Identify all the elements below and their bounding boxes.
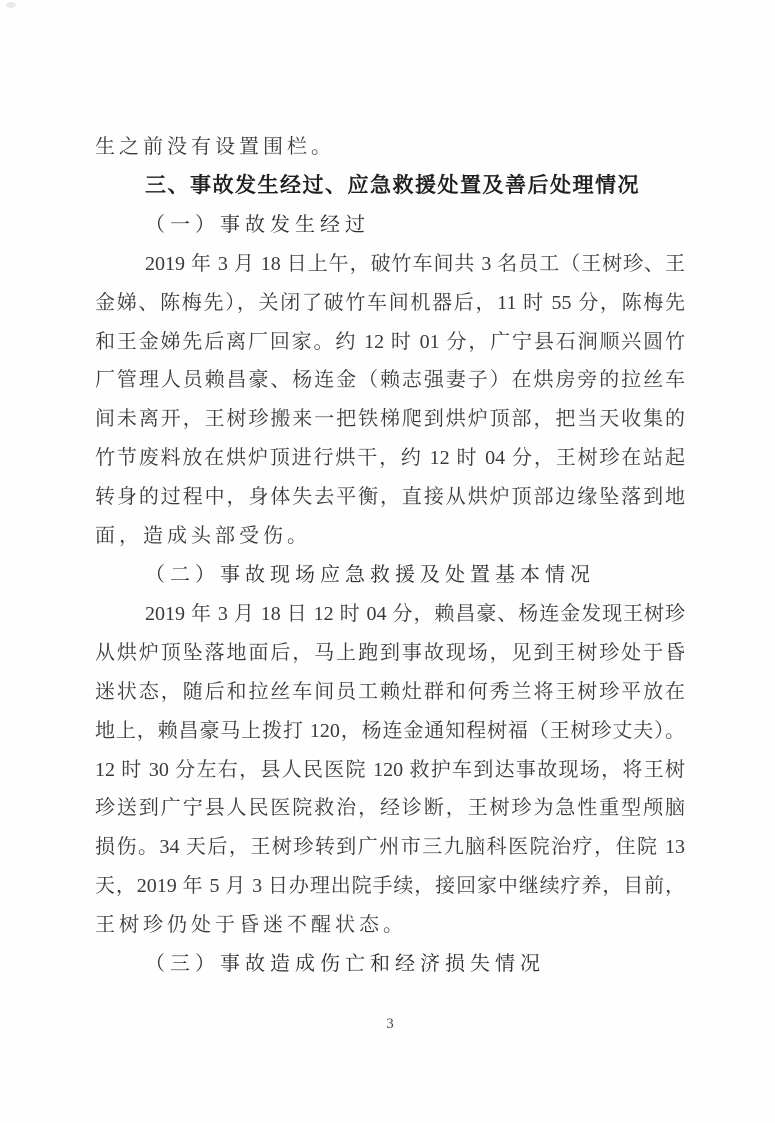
text-line: 珍送到广宁县人民医院救治，经诊断，王树珍为急性重型颅脑 xyxy=(95,797,685,820)
text-line: 12 时 30 分左右，县人民医院 120 救护车到达事故现场，将王树 xyxy=(95,758,685,781)
text-line: 竹节废料放在烘炉顶进行烘干，约 12 时 04 分，王树珍在站起 xyxy=(95,447,685,470)
page-number: 3 xyxy=(386,1016,394,1032)
text-line: 金娣、陈梅先），关闭了破竹车间机器后，11 时 55 分，陈梅先 xyxy=(95,291,685,314)
text-line: 厂管理人员赖昌豪、杨连金（赖志强妻子）在烘房旁的拉丝车 xyxy=(95,369,685,392)
text-line: 损伤。34 天后，王树珍转到广州市三九脑科医院治疗，住院 13 xyxy=(95,836,685,859)
subsection-heading: （三）事故造成伤亡和经济损失情况 xyxy=(145,953,545,976)
text-line: 和王金娣先后离厂回家。约 12 时 01 分，广宁县石涧顺兴圆竹 xyxy=(95,330,685,353)
section-heading: 三、事故发生经过、应急救援处置及善后处理情况 xyxy=(145,173,640,197)
text-line: 面，造成头部受伤。 xyxy=(95,525,311,548)
text-line: 王树珍仍处于昏迷不醒状态。 xyxy=(95,914,407,937)
text-line: 天，2019 年 5 月 3 日办理出院手续，接回家中继续疗养，目前， xyxy=(95,875,685,898)
text-line: 2019 年 3 月 18 日上午，破竹车间共 3 名员工（王树珍、王 xyxy=(145,252,685,275)
text-line: 地上，赖昌豪马上拨打 120，杨连金通知程树福（王树珍丈夫）。 xyxy=(95,719,685,742)
text-line: 迷状态，随后和拉丝车间员工赖灶群和何秀兰将王树珍平放在 xyxy=(95,680,685,703)
text-line: 转身的过程中，身体失去平衡，直接从烘炉顶部边缘坠落到地 xyxy=(95,486,685,509)
subsection-heading: （一）事故发生经过 xyxy=(145,213,370,236)
text-line: 间未离开，王树珍搬来一把铁梯爬到烘炉顶部，把当天收集的 xyxy=(95,408,685,431)
subsection-heading: （二）事故现场应急救援及处置基本情况 xyxy=(145,563,595,586)
document-body xyxy=(95,128,685,984)
text-line: 2019 年 3 月 18 日 12 时 04 分，赖昌豪、杨连金发现王树珍 xyxy=(145,602,685,625)
text-line: 从烘炉顶坠落地面后，马上跑到事故现场，见到王树珍处于昏 xyxy=(95,641,685,664)
text-line: 生之前没有设置围栏。 xyxy=(95,136,335,158)
